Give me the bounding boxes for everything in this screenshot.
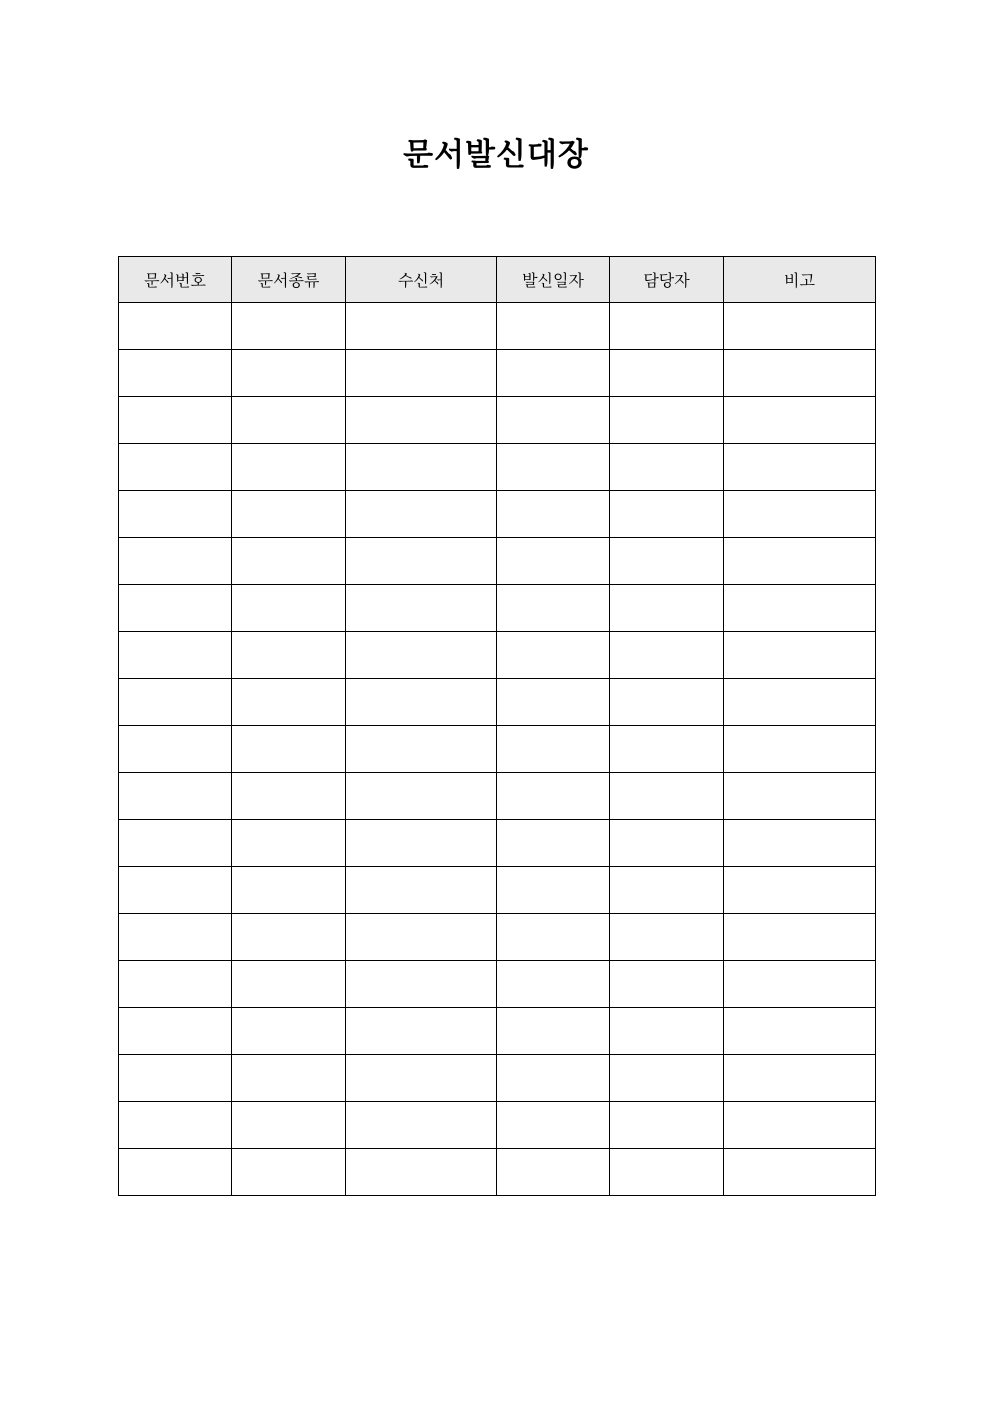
table-cell[interactable] (119, 1008, 232, 1055)
table-row (119, 1102, 876, 1149)
table-cell[interactable] (724, 820, 876, 867)
table-cell[interactable] (610, 914, 724, 961)
table-cell[interactable] (119, 538, 232, 585)
table-cell[interactable] (724, 1055, 876, 1102)
table-cell[interactable] (610, 773, 724, 820)
table-cell[interactable] (119, 350, 232, 397)
table-cell[interactable] (497, 726, 610, 773)
table-row (119, 397, 876, 444)
table-cell[interactable] (119, 1055, 232, 1102)
table-cell[interactable] (610, 585, 724, 632)
table-cell[interactable] (724, 491, 876, 538)
table-cell[interactable] (232, 632, 346, 679)
table-cell[interactable] (610, 1055, 724, 1102)
table-cell[interactable] (497, 914, 610, 961)
table-cell[interactable] (610, 1149, 724, 1196)
table-cell[interactable] (232, 397, 346, 444)
table-cell[interactable] (119, 679, 232, 726)
table-cell[interactable] (232, 444, 346, 491)
table-cell[interactable] (346, 1008, 497, 1055)
table-cell[interactable] (119, 632, 232, 679)
table-cell[interactable] (119, 867, 232, 914)
table-row (119, 961, 876, 1008)
table-cell[interactable] (610, 726, 724, 773)
table-cell[interactable] (497, 1008, 610, 1055)
table-cell[interactable] (232, 491, 346, 538)
table-cell[interactable] (497, 397, 610, 444)
table-cell[interactable] (119, 491, 232, 538)
table-cell[interactable] (346, 726, 497, 773)
table-cell[interactable] (497, 773, 610, 820)
table-row (119, 679, 876, 726)
table-cell[interactable] (119, 585, 232, 632)
table-cell[interactable] (119, 914, 232, 961)
table-cell[interactable] (610, 1102, 724, 1149)
table-row (119, 585, 876, 632)
table-cell[interactable] (119, 773, 232, 820)
table-cell[interactable] (497, 961, 610, 1008)
document-dispatch-ledger-table (118, 256, 876, 1196)
header-remarks: 비고 (724, 257, 876, 303)
table-cell[interactable] (610, 961, 724, 1008)
table-cell[interactable] (232, 867, 346, 914)
table-cell[interactable] (724, 444, 876, 491)
table-row (119, 350, 876, 397)
table-cell[interactable] (346, 397, 497, 444)
table-cell[interactable] (724, 773, 876, 820)
table-cell[interactable] (346, 491, 497, 538)
table-row (119, 867, 876, 914)
table-cell[interactable] (497, 820, 610, 867)
table-cell[interactable] (497, 867, 610, 914)
table-cell[interactable] (119, 1149, 232, 1196)
table-cell[interactable] (497, 491, 610, 538)
page-title: 문서발신대장 (403, 137, 589, 173)
table-cell[interactable] (232, 538, 346, 585)
table-cell[interactable] (119, 303, 232, 350)
table-cell[interactable] (724, 914, 876, 961)
header-person-in-charge: 담당자 (610, 257, 724, 303)
table-cell[interactable] (119, 820, 232, 867)
table-row (119, 820, 876, 867)
table-cell[interactable] (119, 444, 232, 491)
table-cell[interactable] (724, 397, 876, 444)
table-cell[interactable] (346, 820, 497, 867)
table-cell[interactable] (346, 632, 497, 679)
table-cell[interactable] (724, 1008, 876, 1055)
table-cell[interactable] (724, 867, 876, 914)
table-cell[interactable] (724, 632, 876, 679)
header-recipient: 수신처 (346, 257, 497, 303)
table-row (119, 491, 876, 538)
table-row (119, 726, 876, 773)
table-cell[interactable] (232, 914, 346, 961)
table-row (119, 538, 876, 585)
table-cell[interactable] (232, 303, 346, 350)
table-row (119, 303, 876, 350)
table-cell[interactable] (724, 1149, 876, 1196)
table-cell[interactable] (346, 961, 497, 1008)
table-cell[interactable] (724, 679, 876, 726)
table-cell[interactable] (346, 1055, 497, 1102)
table-cell[interactable] (497, 444, 610, 491)
table-cell[interactable] (724, 350, 876, 397)
table-cell[interactable] (610, 397, 724, 444)
table-cell[interactable] (610, 820, 724, 867)
table-cell[interactable] (346, 303, 497, 350)
table-cell[interactable] (724, 585, 876, 632)
table-cell[interactable] (346, 867, 497, 914)
table-cell[interactable] (610, 491, 724, 538)
table-row (119, 773, 876, 820)
header-document-type: 문서종류 (232, 257, 346, 303)
table-cell[interactable] (346, 1102, 497, 1149)
table-cell[interactable] (119, 1102, 232, 1149)
table-cell[interactable] (232, 350, 346, 397)
table-cell[interactable] (724, 538, 876, 585)
table-cell[interactable] (232, 1008, 346, 1055)
table-cell[interactable] (119, 961, 232, 1008)
table-row (119, 1008, 876, 1055)
table-cell[interactable] (610, 1008, 724, 1055)
table-body (119, 303, 876, 1196)
table-cell[interactable] (232, 820, 346, 867)
table-cell[interactable] (724, 726, 876, 773)
table-cell[interactable] (119, 726, 232, 773)
table-cell[interactable] (346, 773, 497, 820)
table-cell[interactable] (497, 350, 610, 397)
table-cell[interactable] (232, 726, 346, 773)
header-document-number: 문서번호 (119, 257, 232, 303)
table-cell[interactable] (232, 1149, 346, 1196)
table-cell[interactable] (610, 679, 724, 726)
table-cell[interactable] (346, 679, 497, 726)
table-cell[interactable] (610, 350, 724, 397)
table-row (119, 632, 876, 679)
table-row (119, 1149, 876, 1196)
table-cell[interactable] (232, 1102, 346, 1149)
table-cell[interactable] (610, 538, 724, 585)
table-cell[interactable] (346, 444, 497, 491)
table-cell[interactable] (610, 303, 724, 350)
table-cell[interactable] (497, 1102, 610, 1149)
table-cell[interactable] (346, 350, 497, 397)
table-cell[interactable] (346, 538, 497, 585)
table-cell[interactable] (232, 961, 346, 1008)
table-cell[interactable] (119, 397, 232, 444)
table-cell[interactable] (232, 1055, 346, 1102)
table-cell[interactable] (724, 961, 876, 1008)
header-dispatch-date: 발신일자 (497, 257, 610, 303)
table-cell[interactable] (346, 914, 497, 961)
table-cell[interactable] (346, 585, 497, 632)
table-row (119, 444, 876, 491)
table-cell[interactable] (497, 632, 610, 679)
table-cell[interactable] (610, 867, 724, 914)
table-cell[interactable] (346, 1149, 497, 1196)
table-cell[interactable] (497, 538, 610, 585)
table-cell[interactable] (497, 585, 610, 632)
table-cell[interactable] (724, 303, 876, 350)
table-cell[interactable] (724, 1102, 876, 1149)
table-cell[interactable] (232, 773, 346, 820)
table-cell[interactable] (497, 679, 610, 726)
table-cell[interactable] (232, 585, 346, 632)
table-row (119, 914, 876, 961)
table-cell[interactable] (497, 1149, 610, 1196)
table-cell[interactable] (497, 1055, 610, 1102)
table-header-row (119, 257, 876, 303)
table-row (119, 1055, 876, 1102)
table-cell[interactable] (232, 679, 346, 726)
table-cell[interactable] (497, 303, 610, 350)
table-cell[interactable] (610, 632, 724, 679)
table-cell[interactable] (610, 444, 724, 491)
